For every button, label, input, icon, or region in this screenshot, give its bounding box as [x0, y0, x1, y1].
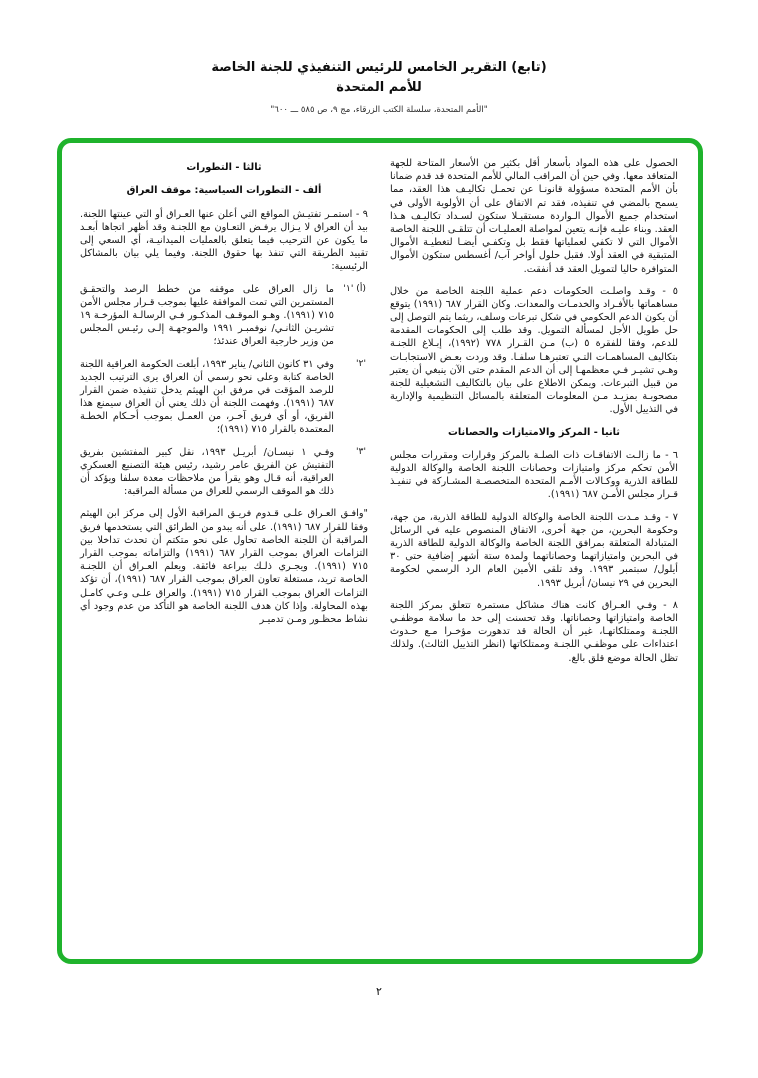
subsection-heading-alif: ألف - التطورات السياسية: موقف العراق [126, 185, 322, 197]
document-header [0, 58, 758, 115]
paragraph-6: ٦ - ما زالـت الاتفاقـات ذات الصلـة بالمركز وقرارات ومقررات مجلس الأمن تحكم مركز وامتيازات وحصانات اللجنة الخاصة والوكالة الدولية للطاقة الذرية ووكـالات الأمـم المتحدة المتخصصـة المشـاركة في تنفيـذ قـرار مجلس الأمـن ٦٨٧ (١٩٩١). [390, 449, 678, 501]
list-item [80, 446, 368, 499]
item-text: ما زال العراق على موقفه من خطط الرصد والتحقـق المستمرين التي تمت الموافقة عليها بموجب قـرار مجلس الأمن ٧١٥ (١٩٩١). وهـو الموقـف المذكـور فـي الرسالـة المؤرخـة ١٩ تشريـن الثانـي/ نوفمبـر ١٩٩١ والموجهـة إلـى رئيـس المجلس من وزير خارجية العراق عندئذ؛ [80, 283, 335, 348]
paragraph-7: ٧ - وقـد مـدت اللجنة الخاصة والوكالة الدولية للطاقة الذرية، من جهة، وحكومة البحرين، من جهة أخرى، الاتفاق المنصوص عليه في الرسائل المتبادلة المتعلقة بمرافق اللجنة الخاصة والوكالة الدولية للطاقة الذرية في البحرين وامتيازاتهما وحصاناتهما ولمدة ستة أشهر إضافية حتى ٣٠ أيلول/ سبتمبر ١٩٩٣. وقد تلقى الأمين العام الرد الرسمي لحكومة البحرين في ٢٩ نيسان/ أبريل ١٩٩٣. [390, 511, 678, 589]
paragraph-8: ٨ - وفـي العـراق كانت هناك مشاكل مستمرة تتعلق بمركز اللجنة الخاصة وامتيازاتها وحصاناتها. وقد تحسنت إلى حد ما سلامة موظفـي اللجنـة وممتلكاتهـا، غير أن الحالة قد تدهورت مؤخـرا مـع حـدوث اعتداءات على موظفـي اللجنـة وممتلكاتها (انظر التذييل الثالث). ولذلك تظل الحالة موضع قلق بالغ. [390, 599, 678, 664]
paragraph-5: ٥ - وقـد واصلـت الحكومات دعم عملية اللجنة الخاصة من خلال مساهماتها بالأفـراد والخدمـات والمعدات. وكان القرار ٦٨٧ (١٩٩١) يتوقع أن يكون الدعم الحكومي في شكل تبرعات وسلف، ريثما يتم التوصل إلى حل طويل الأجل لمسألة التمويل. وقد طلب إلى الحكومات المقدمة للدعم، وفقا للفقرة ٥ (ب) مـن القـرار ٧٧٨ (١٩٩٢)، إبـلاغ اللجنـة بتكاليف المساهمـات التـي تعتبرهـا سلفـا. وقد وردت بعـض الاستجابـات وهـي تشيـر فـي معظمهـا إلى أن الدعم المقدم حتى الآن ينبغي أن يعتبر من قبيل التبرعات. ويمكن الاطلاع على بيان بالتكاليف التشغيلية للجنة مصحوبـة بمزيـد مـن المعلومات المتعلقة بالمسائل التنظيمية والإدارية في التذييل الأول. [390, 285, 678, 416]
list-item [80, 283, 368, 349]
document-title-line1: (تابع) التقرير الخامس للرئيس التنفيذي للجنة الخاصة [211, 60, 547, 75]
list-item [80, 358, 368, 437]
source-citation: "الأمم المتحدة، سلسلة الكتب الزرقاء، مج ٩، ص ٥٨٥ ـــ ٦٠٠" [270, 105, 488, 115]
paragraph-9: ٩ - استمـر تفتيـش المواقع التي أعلن عنها العـراق أو التي عينتها اللجنة. بيد أن العراق لا يـزال يرفـض التعـاون مع اللجنـة وقد أظهر اتجاها أبعـد ما يكون عن الترحيب فيما يتعلق بالعمليات الميدانيـة، أي السعي إلى تقييد الطريقة التي تنفذ بها حقوق اللجنة. وفيما يلي بيان بالمشاكل الرئيسية: [80, 208, 368, 273]
quotation-block: "وافـق العـراق علـى قـدوم فريـق المراقبة الأول إلى مركز ابن الهيثم وفقا للقرار ٦٨٧ (١٩٩١). على أنه يبدو من الطرائق التي يستخدمها فريق المراقبة أن اللجنة الخاصة تحاول على نحو متكتم أن تحدث تداخلا بين التزامات العراق بموجب القرار ٦٨٧ (١٩٩١) والتزاماته بموجب القرار ٧١٥ (١٩٩١). ويجـري ذلـك ببراعة فائقة. ويعلم العـراق أن اللجنـة الخاصة تريد، مستغلة تعاون العراق بموجب القرار ٦٨٧ (١٩٩١)، أن تؤكد التزامات العراق بموجب القرار ٧١٥ (١٩٩١). والعراق علـى وعـي كامـل بهذه المحاولة. وإذا كان هدف اللجنة الخاصة هو التأكد من عدم وجود أي نشاط محظـور ومـن تدميـر [80, 508, 369, 625]
two-column-layout [80, 157, 678, 949]
item-marker: '٢' [356, 357, 366, 369]
document-title-line2: للأمم المتحدة [336, 79, 422, 95]
page-number: ٢ [376, 985, 382, 998]
section-heading-third: ثالثا - التطورات [186, 162, 262, 173]
item-marker: '٣' [356, 445, 366, 457]
item-marker: (أ) '١' [343, 282, 366, 294]
column-left [80, 157, 368, 949]
column-right [390, 157, 678, 949]
content-border-box [57, 138, 703, 964]
item-text: وفـي ١ نيسـان/ أبريـل ١٩٩٣، نقل كبير المفتشين بفريق التفتيش عن الفريق عامر رشيد، رئيس هيئة التصنيع العسكري العراقية، أنه قـال وهو يقرأ من ملاحظات معدة سلفا ويؤكد أن ذلك هو الموقف الرسمي للعراق من مسألة المراقبة: [80, 446, 334, 498]
item-text: وفي ٣١ كانون الثاني/ يناير ١٩٩٣، أبلغت الحكومة العراقية اللجنة الخاصة كتابة وعلى نحو رسمي أن العراق يرى الترتيب الجديد للرصد المؤقت في مرفق ابن الهيثم يدخل تنفيذه ضمن القرار ٦٨٧ (١٩٩١). وفهمت اللجنة أن ذلك يعني أن العراق سيمنع هذا الفريق، أو أي فريق آخـر، من العمـل بموجب أحـكام الخطـة المعتمدة بالقرار ٧١٥ (١٩٩١)؛ [80, 358, 334, 436]
section-heading-second: ثانيا - المركز والامتيازات والحصانات [448, 426, 620, 438]
paragraph-continuation: الحصول على هذه المواد بأسعار أقل بكثير من الأسعار المتاحة للجهة المتعاقد معها. وفي حين أن المراقب المالي للأمم المتحدة قد قدم ضمانا بأن الأمم المتحدة مسؤولة قانونـا عن تحمـل تكاليـف هذا العقد، مما يسمح بالمضي في تنفيذه، فقد تم الاتفاق على أن الأولوية الأولى في استخدام جميع الأموال الـواردة مستقبـلا ستكون لسـداد تكاليـف هـذا العقد. وبناء عليـه فإنـه يتعين لمواصلة العمليـات أن تتلقـى اللجنة الخاصة الأموال التي لا تكفي لعملياتها فقط بل وتكفـي أيضـا لتغطيـة الأموال المتبقية في العقد أولا. فقبل حلول أواخر آب/ أغسطس ستكون الأموال المتوافرة حاليا لتمويل العقد قد أنفقت. [390, 158, 678, 275]
